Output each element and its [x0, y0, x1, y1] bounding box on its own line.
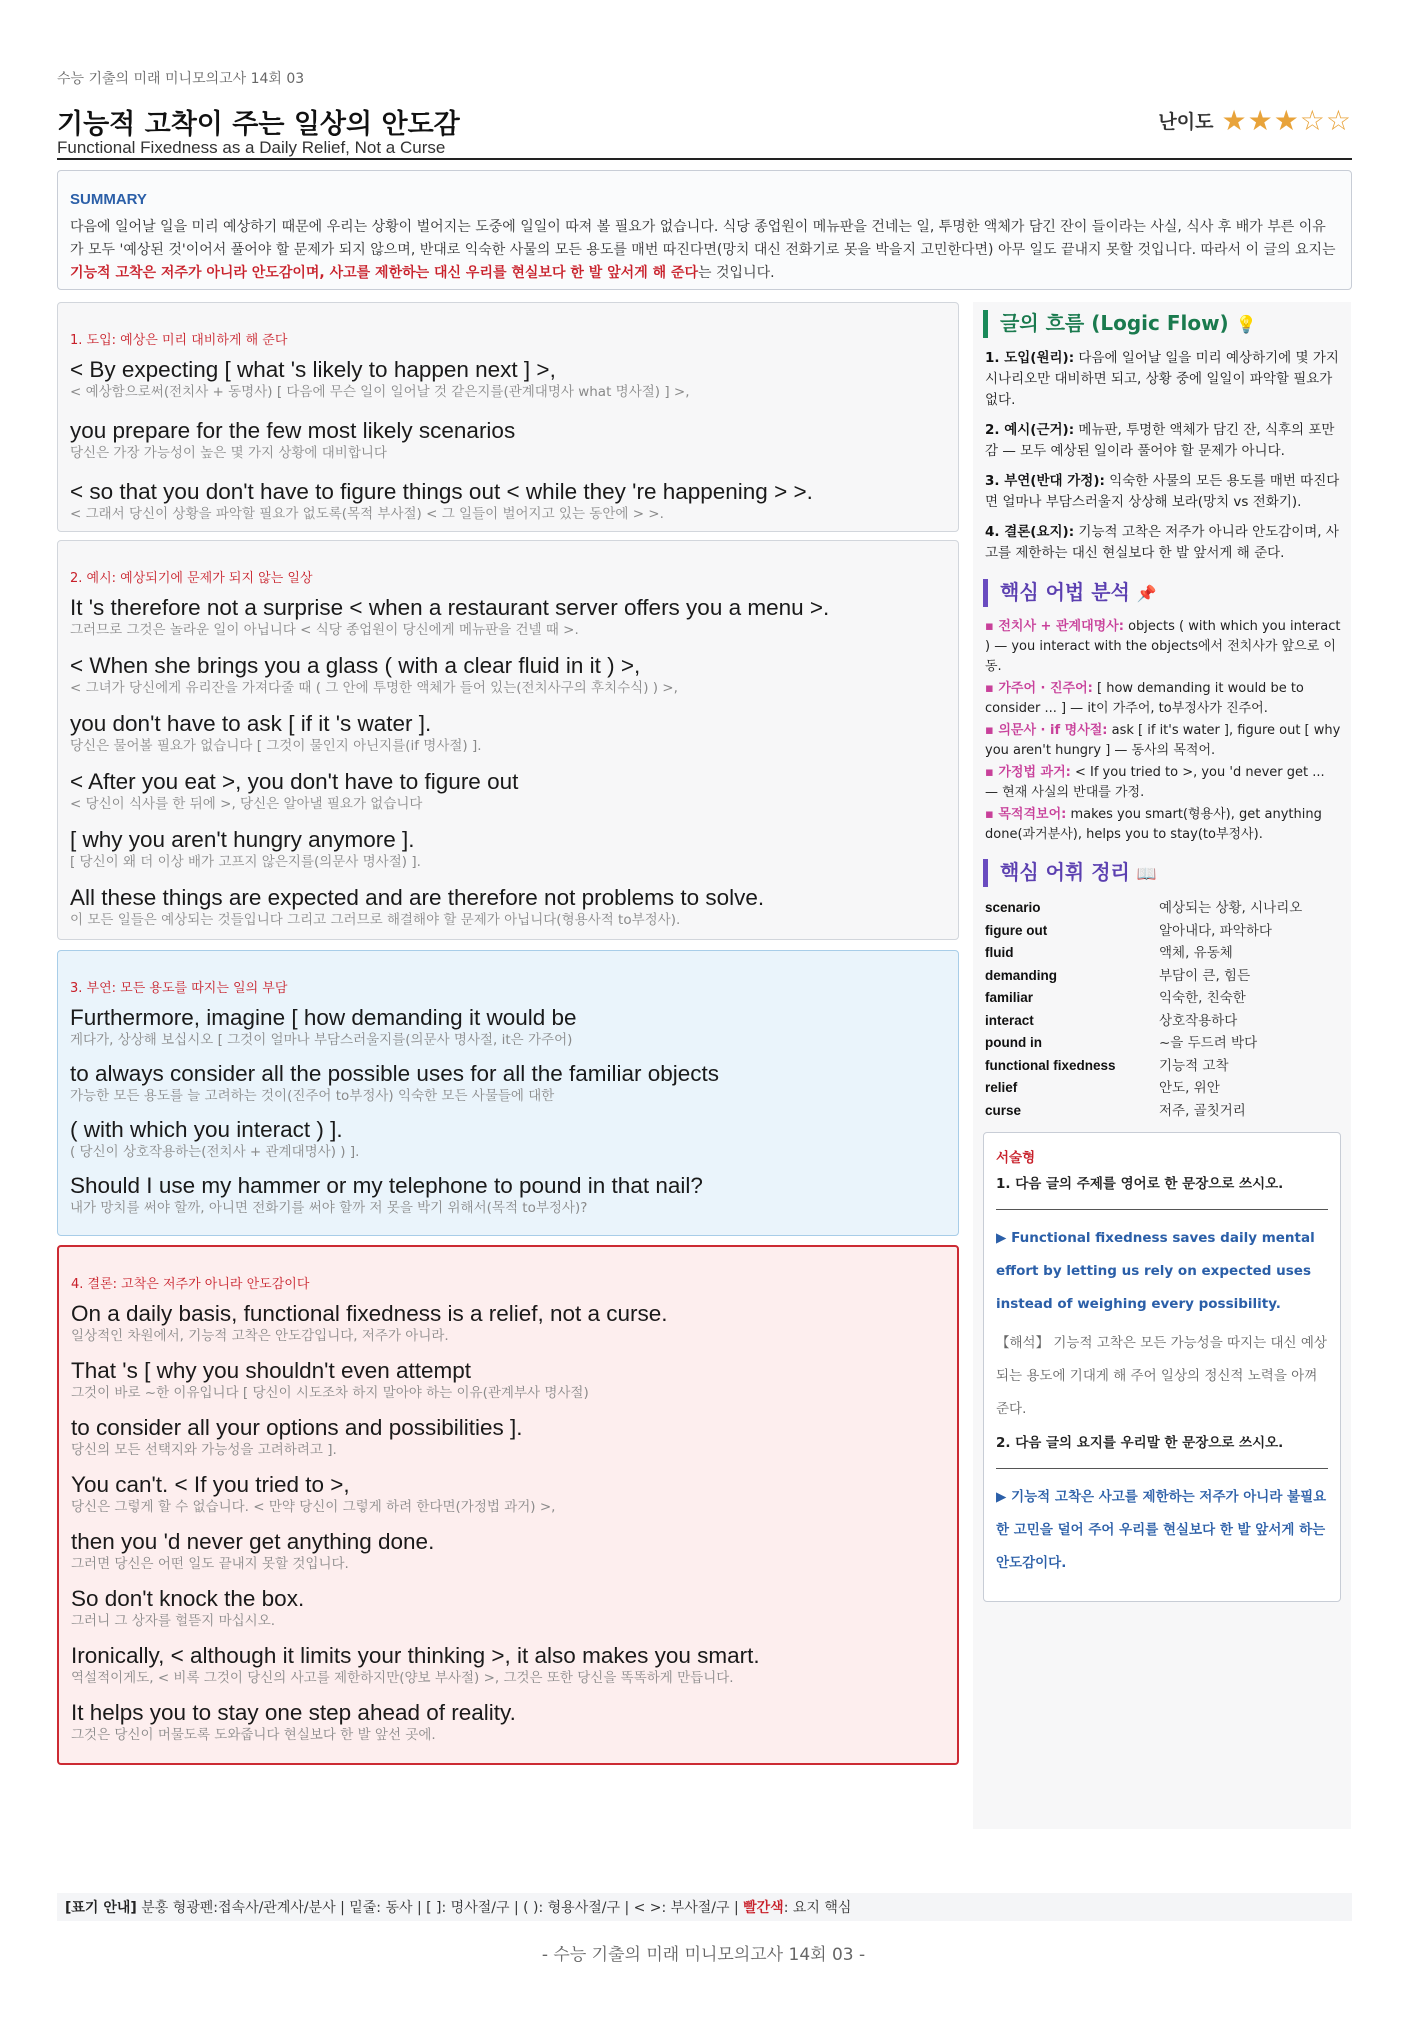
book-icon: 📖 [1136, 864, 1157, 883]
vocab-word: pound in [985, 1035, 1042, 1050]
sentence-line [70, 1004, 946, 1049]
writing-answer-2: ▶ 기능적 고착은 사고를 제한하는 저주가 아니라 불필요한 고민을 덜어 주어 우리를 현실보다 한 발 앞서게 하는 안도감이다. [996, 1489, 1327, 1571]
sentence-line [70, 1172, 946, 1217]
grammar-text: objects ( with which you interact ) — you interact with the objects에서 전치사가 앞으로 이동. [985, 619, 1341, 674]
flow-text: 기능적 고착은 저주가 아니라 안도감이며, 사고를 제한하는 대신 현실보다 한 발 앞서게 해 준다. [985, 524, 1339, 561]
sentence-line [70, 356, 946, 401]
writing-explanation-1: 【해석】 기능적 고착은 모든 가능성을 따지는 대신 예상되는 용도에 기대게 해 주어 일상의 정신적 노력을 아껴 준다. [996, 1335, 1327, 1417]
sentence-en: So don't knock the box. [71, 1586, 305, 1611]
sentence-en: Should I use my hammer or my telephone to pound in that nail? [70, 1173, 703, 1198]
sentence-line [71, 1357, 945, 1402]
grammar-item [985, 679, 1341, 719]
grammar-text: [ how demanding it would be to consider ... ] — it이 가주어, to부정사가 진주어. [985, 681, 1304, 716]
sentence-line [71, 1471, 945, 1516]
sentence-line [71, 1642, 945, 1687]
sentence-line [70, 884, 946, 929]
vocab-row [985, 942, 1341, 965]
vocab-row [985, 1100, 1341, 1123]
sentence-ko: < 그녀가 당신에게 유리잔을 가져다줄 때 ( 그 안에 투명한 액체가 들어 있는(전치사구의 후치수식) ) >, [70, 680, 678, 696]
section-title: 2. 예시: 예상되기에 문제가 되지 않는 일상 [70, 571, 313, 586]
sentence-ko: 당신의 모든 선택지와 가능성을 고려하려고 ]. [71, 1442, 337, 1458]
grammar-heading-text: 핵심 어법 분석 [1000, 580, 1130, 604]
sentence-en: to always consider all the possible uses for all the familiar objects [70, 1061, 720, 1086]
sentence-ko: [ 당신이 왜 더 이상 배가 고프지 않은지를(의문사 명사절) ]. [70, 854, 421, 870]
vocab-word: fluid [985, 945, 1014, 960]
sidebar [973, 302, 1351, 1829]
sentence-line [70, 594, 946, 639]
sentence-line [70, 768, 946, 813]
section-title: 3. 부연: 모든 용도를 따지는 일의 부담 [70, 981, 288, 996]
flow-text: 메뉴판, 투명한 액체가 담긴 잔, 식후의 포만감 — 모두 예상된 일이라 풀어야 할 문제가 아니다. [985, 422, 1335, 459]
sentence-ko: 그러니 그 상자를 헐뜯지 마십시오. [71, 1613, 276, 1629]
sentence-line [70, 478, 946, 523]
sentence-line [71, 1414, 945, 1459]
answer-line [996, 1209, 1328, 1210]
series-label: 수능 기출의 미래 미니모의고사 14회 03 [57, 71, 305, 87]
grammar-key: ▪ 목적격보어: [985, 807, 1067, 822]
sentence-en: [ why you aren't hungry anymore ]. [70, 827, 415, 852]
summary-text [70, 216, 1339, 285]
sentence-line [70, 1116, 946, 1161]
page-subtitle: Functional Fixedness as a Daily Relief, Not a Curse [57, 138, 446, 157]
sentence-en: All these things are expected and are therefore not problems to solve. [70, 885, 765, 910]
sentence-ko: 내가 망치를 써야 할까, 아니면 전화기를 써야 할까 저 못을 박기 위해서(목적 to부정사)? [70, 1200, 588, 1216]
vocab-meaning: ~을 두드려 박다 [1159, 1035, 1258, 1051]
vocab-meaning: 기능적 고착 [1159, 1057, 1229, 1074]
vocab-meaning: 상호작용하다 [1159, 1012, 1238, 1029]
section-title: 1. 도입: 예상은 미리 대비하게 해 준다 [70, 333, 288, 348]
logic-flow-heading-text: 글의 흐름 (Logic Flow) [1000, 311, 1229, 335]
writing-answer-1: ▶ Functional fixedness saves daily mental effort by letting us rely on expected uses instead of weighing every possibility. [996, 1230, 1315, 1312]
vocab-row [985, 965, 1341, 988]
legend-text: 분홍 형광펜:접속사/관계사/분사 | 밑줄: 동사 | [ ]: 명사절/구 | ( ): 형용사절/구 | < >: 부사절/구 | [136, 1900, 744, 1916]
sentence-en: you prepare for the few most likely scenarios [70, 418, 516, 443]
writing-heading: 서술형 [996, 1150, 1036, 1166]
flow-label: 1. 도입(원리): [985, 350, 1075, 366]
vocab-list [973, 887, 1351, 1122]
vocab-heading-text: 핵심 어휘 정리 [1000, 860, 1130, 884]
vocab-meaning: 안도, 위안 [1159, 1080, 1220, 1096]
sentence-en: < After you eat >, you don't have to figure out [70, 769, 519, 794]
vocab-row [985, 1010, 1341, 1033]
flow-item [985, 471, 1341, 513]
vocab-meaning: 알아내다, 파악하다 [1159, 922, 1272, 939]
legend [57, 1893, 1352, 1921]
flow-item [985, 420, 1341, 462]
lightbulb-icon: 💡 [1235, 315, 1257, 335]
grammar-list [973, 607, 1351, 845]
vocab-row [985, 1055, 1341, 1078]
section-examples [57, 540, 959, 940]
vocab-meaning: 예상되는 상황, 시나리오 [1159, 900, 1303, 916]
vocab-meaning: 부담이 큰, 힘든 [1159, 967, 1251, 984]
sentence-en: you don't have to ask [ if it 's water ]. [70, 711, 432, 736]
difficulty-label: 난이도 [1158, 111, 1214, 133]
flow-label: 4. 결론(요지): [985, 524, 1075, 540]
flow-label: 3. 부연(반대 가정): [985, 473, 1105, 489]
section-conclusion [57, 1245, 959, 1765]
sentence-ko: 당신은 그렇게 할 수 없습니다. < 만약 당신이 그렇게 하려 한다면(가정법 과거) >, [71, 1499, 556, 1515]
difficulty-rating [1158, 104, 1352, 137]
sentence-ko: 게다가, 상상해 보십시오 [ 그것이 얼마나 부담스러울지를(의문사 명사절, it은 가주어) [70, 1032, 573, 1048]
sentence-en: It 's therefore not a surprise < when a restaurant server offers you a menu >. [70, 595, 830, 620]
grammar-key: ▪ 의문사 · if 명사절: [985, 723, 1108, 738]
sentence-ko: < 당신이 식사를 한 뒤에 >, 당신은 알아낼 필요가 없습니다 [70, 796, 423, 812]
sentence-ko: 가능한 모든 용도를 늘 고려하는 것이(진주어 to부정사) 익숙한 모든 사물들에 대한 [70, 1088, 555, 1104]
pin-icon: 📌 [1136, 584, 1157, 603]
sentence-en: ( with which you interact ) ]. [70, 1117, 343, 1142]
sentence-ko: < 그래서 당신이 상황을 파악할 필요가 없도록(목적 부사절) < 그 일들이 벌어지고 있는 동안에 > >. [70, 506, 664, 522]
grammar-text: < If you tried to >, you 'd never get ... — 현재 사실의 반대를 가정. [985, 765, 1325, 800]
sentence-ko: 이 모든 일들은 예상되는 것들입니다 그리고 그러므로 해결해야 할 문제가 아닙니다(형용사적 to부정사). [70, 912, 681, 928]
sentence-ko: 역설적이게도, < 비록 그것이 당신의 사고를 제한하지만(양보 부사절) >, 그것은 또한 당신을 똑똑하게 만듭니다. [71, 1670, 734, 1686]
sentence-en: < By expecting [ what 's likely to happen next ] >, [70, 357, 556, 382]
vocab-word: curse [985, 1102, 1022, 1118]
sentence-line [71, 1699, 945, 1744]
writing-question-1: 1. 다음 글의 주제를 영어로 한 문장으로 쓰시오. [996, 1176, 1284, 1192]
vocab-word: interact [985, 1012, 1034, 1028]
vocab-row [985, 1032, 1341, 1055]
logic-flow-heading [983, 310, 1351, 338]
flow-text: 다음에 일어날 일을 미리 예상하기에 몇 가지 시나리오만 대비하면 되고, 상황 중에 일일이 파악할 필요가 없다. [985, 350, 1339, 408]
legend-tail: : 요지 핵심 [783, 1900, 852, 1916]
sentence-en: < so that you don't have to figure things out < while they 're happening > >. [70, 479, 813, 504]
flow-item [985, 522, 1341, 564]
sentence-ko: 그것은 당신이 머물도록 도와줍니다 현실보다 한 발 앞선 곳에. [71, 1727, 436, 1743]
sentence-line [71, 1300, 945, 1345]
flow-label: 2. 예시(근거): [985, 422, 1075, 438]
summary-heading: SUMMARY [70, 191, 147, 208]
vocab-meaning: 액체, 유동체 [1159, 945, 1233, 961]
grammar-item [985, 805, 1341, 845]
vocab-word: familiar [985, 990, 1034, 1005]
sentence-en: That 's [ why you shouldn't even attempt [71, 1358, 472, 1383]
grammar-text: makes you smart(형용사), get anything done(과거분사), helps you to stay(to부정사). [985, 807, 1322, 842]
sentence-en: to consider all your options and possibilities ]. [71, 1415, 523, 1440]
star-empty-icon: ☆☆ [1299, 104, 1352, 137]
vocab-heading [983, 859, 1351, 887]
sentence-en: On a daily basis, functional fixedness is a relief, not a curse. [71, 1301, 668, 1326]
sentence-ko: 일상적인 차원에서, 기능적 고착은 안도감입니다, 저주가 아니라. [71, 1328, 449, 1344]
sentence-line [70, 1060, 946, 1105]
vocab-word: scenario [985, 900, 1041, 915]
flow-text: 익숙한 사물의 모든 용도를 매번 따진다면 얼마나 부담스러울지 상상해 보라(망치 vs 전화기). [985, 473, 1340, 510]
grammar-key: ▪ 가주어 · 진주어: [985, 681, 1093, 696]
sentence-ko: ( 당신이 상호작용하는(전치사 + 관계대명사) ) ]. [70, 1144, 360, 1160]
sentence-ko: 당신은 물어볼 필요가 없습니다 [ 그것이 물인지 아닌지를(if 명사절) ]. [70, 738, 482, 754]
sentence-en: It helps you to stay one step ahead of reality. [71, 1700, 516, 1725]
section-title: 4. 결론: 고착은 저주가 아니라 안도감이다 [71, 1277, 310, 1292]
grammar-text: ask [ if it's water ], figure out [ why you aren't hungry ] — 동사의 목적어. [985, 723, 1341, 758]
sentence-en: then you 'd never get anything done. [71, 1529, 435, 1554]
vocab-word: relief [985, 1080, 1018, 1095]
summary-body: 다음에 일어날 일을 미리 예상하기 때문에 우리는 상황이 벌어지는 도중에 일일이 따져 볼 필요가 없습니다. 식당 종업원이 메뉴판을 건네는 일, 투명한 액체가 담긴 잔이 들이라는 사실, 식사 후 배가 부른 이유가 모두 '예상된 것'이어서 풀어야 할 문제가 되지 않으며, 반대로 익숙한 사물의 모든 용도를 매번 따진다면(망치 대신 전화기로 못을 박을지 고민한다면) 아무 일도 끝내지 못할 것입니다. 따라서 이 글의 요지는 [70, 219, 1336, 258]
star-filled-icon: ★★★ [1221, 104, 1300, 137]
sentence-ko: 당신은 가장 가능성이 높은 몇 가지 상황에 대비합니다 [70, 445, 387, 461]
sentence-line [70, 710, 946, 755]
sentence-en: < When she brings you a glass ( with a clear fluid in it ) >, [70, 653, 641, 678]
sentence-en: Furthermore, imagine [ how demanding it would be [70, 1005, 577, 1030]
sentence-line [71, 1528, 945, 1573]
summary-tail: 는 것입니다. [698, 265, 775, 281]
vocab-row [985, 920, 1341, 943]
page-title: 기능적 고착이 주는 일상의 안도감 [57, 109, 460, 140]
grammar-key: ▪ 전치사 + 관계대명사: [985, 619, 1124, 634]
page-number: - 수능 기출의 미래 미니모의고사 14회 03 - [541, 1945, 866, 1965]
legend-red: 빨간색 [743, 1900, 784, 1916]
sentence-line [70, 826, 946, 871]
vocab-word: functional fixedness [985, 1057, 1116, 1073]
sentence-ko: 그것이 바로 ~한 이유입니다 [ 당신이 시도조차 하지 말아야 하는 이유(관계부사 명사절) [71, 1385, 589, 1401]
flow-item [985, 348, 1341, 411]
grammar-heading [983, 579, 1351, 607]
grammar-item [985, 617, 1341, 677]
legend-label: [표기 안내] [65, 1900, 137, 1916]
grammar-item [985, 721, 1341, 761]
summary-box [57, 170, 1352, 290]
grammar-key: ▪ 가정법 과거: [985, 765, 1071, 780]
vocab-row [985, 987, 1341, 1010]
section-intro [57, 302, 959, 532]
star-rating [1221, 104, 1352, 137]
vocab-word: demanding [985, 967, 1058, 983]
grammar-item [985, 763, 1341, 803]
sentence-ko: 그러면 당신은 어떤 일도 끝내지 못할 것입니다. [71, 1556, 349, 1572]
vocab-row [985, 897, 1341, 920]
summary-highlight: 기능적 고착은 저주가 아니라 안도감이며, 사고를 제한하는 대신 우리를 현실보다 한 발 앞서게 해 준다 [70, 265, 699, 281]
vocab-row [985, 1077, 1341, 1100]
vocab-word: figure out [985, 922, 1048, 938]
sentence-ko: 그러므로 그것은 놀라운 일이 아닙니다 < 식당 종업원이 당신에게 메뉴판을 건넬 때 >. [70, 622, 579, 638]
sentence-en: You can't. < If you tried to >, [71, 1472, 350, 1497]
sentence-line [70, 417, 946, 462]
sentence-line [70, 652, 946, 697]
writing-box [983, 1132, 1341, 1602]
logic-flow [973, 338, 1351, 564]
vocab-meaning: 익숙한, 친숙한 [1159, 990, 1246, 1006]
header-divider [57, 158, 1352, 160]
sentence-line [71, 1585, 945, 1630]
section-elaboration [57, 950, 959, 1236]
answer-line [996, 1468, 1328, 1469]
sentence-ko: < 예상함으로써(전치사 + 동명사) [ 다음에 무슨 일이 일어날 것 같은지를(관계대명사 what 명사절) ] >, [70, 384, 690, 400]
writing-question-2: 2. 다음 글의 요지를 우리말 한 문장으로 쓰시오. [996, 1435, 1284, 1451]
vocab-meaning: 저주, 골칫거리 [1159, 1102, 1246, 1119]
sentence-en: Ironically, < although it limits your thinking >, it also makes you smart. [71, 1643, 760, 1668]
